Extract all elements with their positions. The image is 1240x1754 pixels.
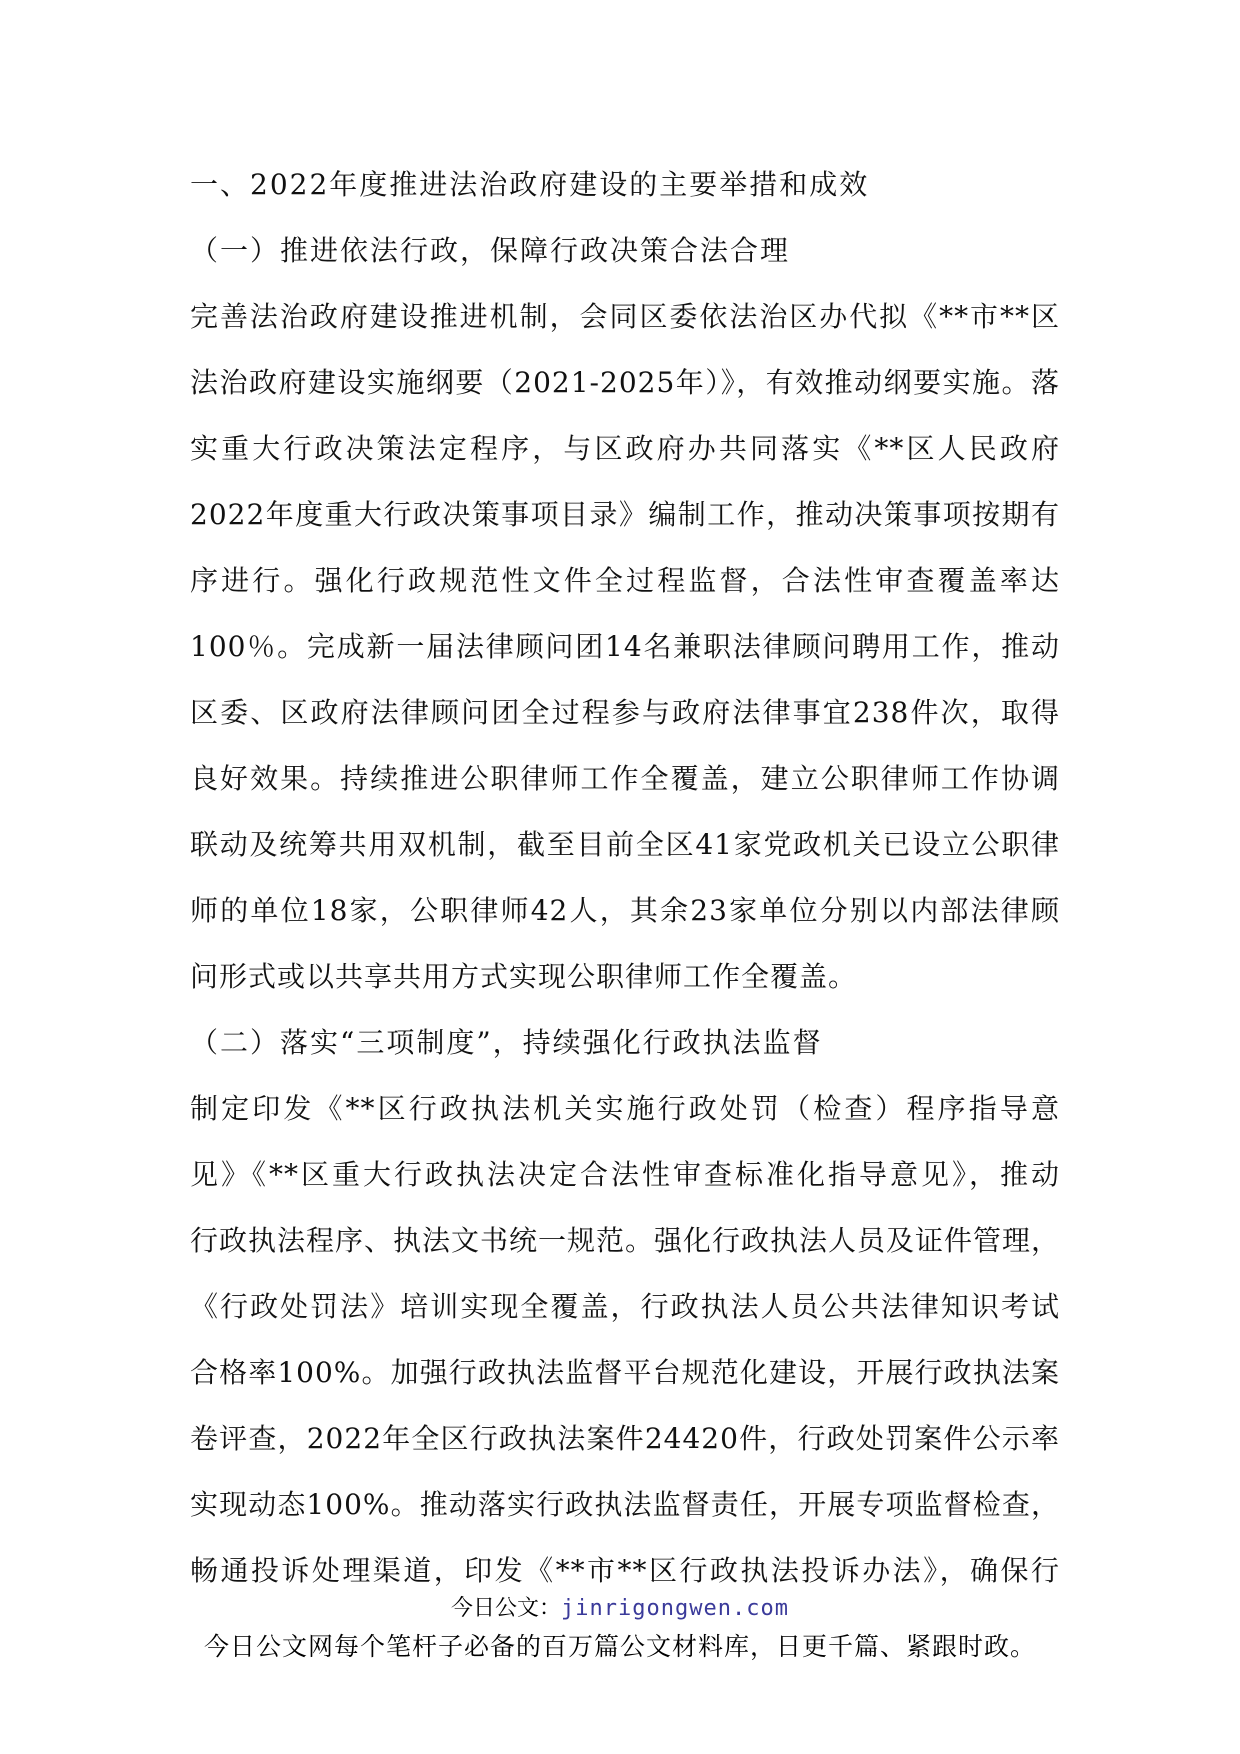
paragraph-line: 行政执法程序、执法文书统一规范。强化行政执法人员及证件管理， [190, 1224, 1061, 1257]
paragraph-2 [190, 1076, 1060, 1604]
footer-slogan: 今日公文网每个笔杆子必备的百万篇公文材料库，日更千篇、紧跟时政。 [203, 1632, 1036, 1661]
paragraph-line: 良好效果。持续推进公职律师工作全覆盖，建立公职律师工作协调 [190, 762, 1060, 795]
paragraph-line: 问形式或以共享共用方式实现公职律师工作全覆盖。 [190, 960, 858, 993]
section-title: 一、2022年度推进法治政府建设的主要举措和成效 [190, 168, 870, 201]
paragraph-1 [190, 284, 1060, 1010]
subsection-title-1: （一）推进依法行政，保障行政决策合法合理 [190, 234, 791, 267]
footer-site-label: 今日公文： [451, 1596, 562, 1621]
paragraph-line: 序进行。强化行政规范性文件全过程监督，合法性审查覆盖率达 [190, 564, 1060, 597]
paragraph-line: 完善法治政府建设推进机制，会同区委依法治区办代拟《**市**区 [190, 300, 1060, 333]
paragraph-line: 区委、区政府法律顾问团全过程参与政府法律事宜238件次，取得 [190, 696, 1060, 729]
paragraph-line: 实现动态100%。推动落实行政执法监督责任，开展专项监督检查， [190, 1488, 1060, 1521]
footer-site-link[interactable]: jinrigongwen.com [561, 1596, 789, 1621]
paragraph-line: 制定印发《**区行政执法机关实施行政处罚（检查）程序指导意 [190, 1092, 1060, 1125]
paragraph-line: 卷评查，2022年全区行政执法案件24420件，行政处罚案件公示率 [190, 1422, 1060, 1455]
footer-site [0, 1594, 1240, 1624]
paragraph-line: 100％。完成新一届法律顾问团14名兼职法律顾问聘用工作，推动 [190, 630, 1060, 663]
paragraph-line: 畅通投诉处理渠道，印发《**市**区行政执法投诉办法》，确保行 [190, 1554, 1060, 1587]
paragraph-line: 联动及统筹共用双机制，截至目前全区41家党政机关已设立公职律 [190, 828, 1060, 861]
document-body [190, 152, 1060, 1604]
paragraph-line: 师的单位18家，公职律师42人，其余23家单位分别以内部法律顾 [190, 894, 1060, 927]
paragraph-line: 2022年度重大行政决策事项目录》编制工作，推动决策事项按期有 [190, 498, 1060, 531]
paragraph-line: 合格率100%。加强行政执法监督平台规范化建设，开展行政执法案 [190, 1356, 1060, 1389]
subsection-title-2: （二）落实“三项制度”，持续强化行政执法监督 [190, 1026, 823, 1059]
paragraph-line: 法治政府建设实施纲要（2021-2025年）》，有效推动纲要实施。落 [190, 366, 1060, 399]
paragraph-line: 实重大行政决策法定程序，与区政府办共同落实《**区人民政府 [190, 432, 1060, 465]
paragraph-line: 《行政处罚法》培训实现全覆盖，行政执法人员公共法律知识考试 [190, 1290, 1060, 1323]
paragraph-line: 见》《**区重大行政执法决定合法性审查标准化指导意见》，推动 [190, 1158, 1060, 1191]
